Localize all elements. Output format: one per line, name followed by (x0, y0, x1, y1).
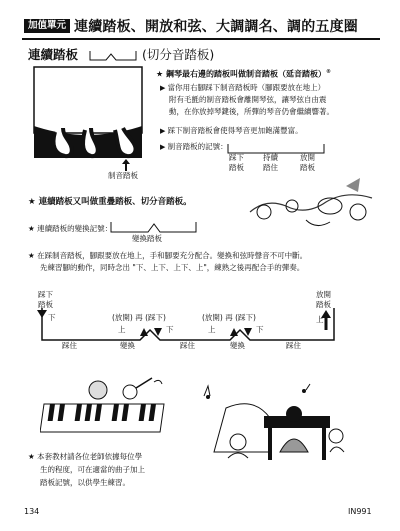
notation-label: ★ 連續踏板的變換記號： (28, 224, 113, 233)
star-icon: ★ (28, 224, 38, 233)
diagram-bottom-4: 變換 (230, 341, 245, 350)
page-number: 134 (24, 507, 40, 516)
triangle-icon: ▶ (160, 84, 168, 92)
diagram-group2-up: 上 (208, 325, 216, 334)
diagram-up-label: 上 (316, 315, 324, 324)
diagram-bottom-5: 踩住 (286, 341, 301, 350)
point-main: ★ 鋼琴最右邊的踏板叫做制音踏板（延音踏板）® (156, 69, 331, 79)
piano-pedals-illustration (33, 66, 145, 162)
star-icon: ★ (28, 452, 38, 461)
point-a: ▶ 當你用右腳踩下制音踏板時（腳跟要放在地上） 附有毛氈的制音踏板會離開琴弦，讓琴弦自由震 動，在你放掉琴鍵後，所彈的琴音仍會繼續響著。 (160, 83, 334, 116)
diagram-left-label: 踩下 踏板 (38, 290, 53, 309)
change-pedal-label: 變換踏板 (132, 234, 162, 243)
section-heading-syncopated: ★ 連續踏板又叫做重疊踏板、切分音踏板。 (28, 197, 192, 207)
point-c: ▶ 制音踏板的記號： (160, 142, 228, 151)
star-icon: ★ (156, 69, 166, 79)
section-heading-sustain: 連續踏板 (28, 47, 79, 62)
diagram-group2-top: (放開) 再 (踩下) (202, 313, 256, 322)
unit-tag: 加值單元 (24, 19, 70, 33)
diagram-bottom-1: 踩住 (62, 341, 77, 350)
girl-at-piano-illustration (198, 382, 356, 468)
book-code: IN991 (348, 507, 372, 516)
point-b: ▶ 踩下制音踏板會使得琴音更加飽滿豐富。 (160, 126, 303, 135)
pedal-caption: 制音踏板 (108, 171, 138, 180)
triangle-icon: ▶ (160, 127, 168, 135)
diagram-bottom-2: 變換 (120, 341, 135, 350)
diagram-group2-down: 下 (256, 325, 264, 334)
page-title: 連續踏板、開放和弦、大調調名、調的五度圈 (74, 19, 358, 35)
diagram-group1-top: (放開) 再 (踩下) (112, 313, 166, 322)
sign-label-release: 放開 踏板 (300, 153, 315, 172)
section-alias: (切分音踏板) (142, 47, 215, 62)
star-icon: ★ (28, 197, 39, 207)
star-icon: ★ (28, 251, 38, 260)
flying-musicians-illustration (246, 176, 376, 236)
sign-label-press: 踩下 踏板 (229, 153, 244, 172)
diagram-down-label: 下 (48, 313, 56, 322)
title-rule (22, 38, 380, 40)
pedal-sign-small (88, 49, 140, 63)
sign-label-hold: 持續 踏住 (263, 153, 278, 172)
section2-desc: ★ 在踩制音踏板，腳跟要放在地上，手和腳要充分配合。變換和弦時聲音不可中斷。 先練習腳的動作，同時念出 "下、上下、上下、上"，練熟之後再配合手的彈奏。 (28, 251, 308, 272)
diagram-group1-down: 下 (166, 325, 174, 334)
triangle-icon: ▶ (160, 143, 168, 151)
diagram-group1-up: 上 (118, 325, 126, 334)
keyboard-illustration (40, 376, 170, 438)
teacher-note: ★ 本套教材請各位老師依據每位學 生的程度，可在適當的曲子加上 踏板記號，以供學生練習。 (28, 452, 145, 487)
diagram-bottom-3: 踩住 (180, 341, 195, 350)
diagram-right-label: 放開 踏板 (316, 290, 331, 309)
